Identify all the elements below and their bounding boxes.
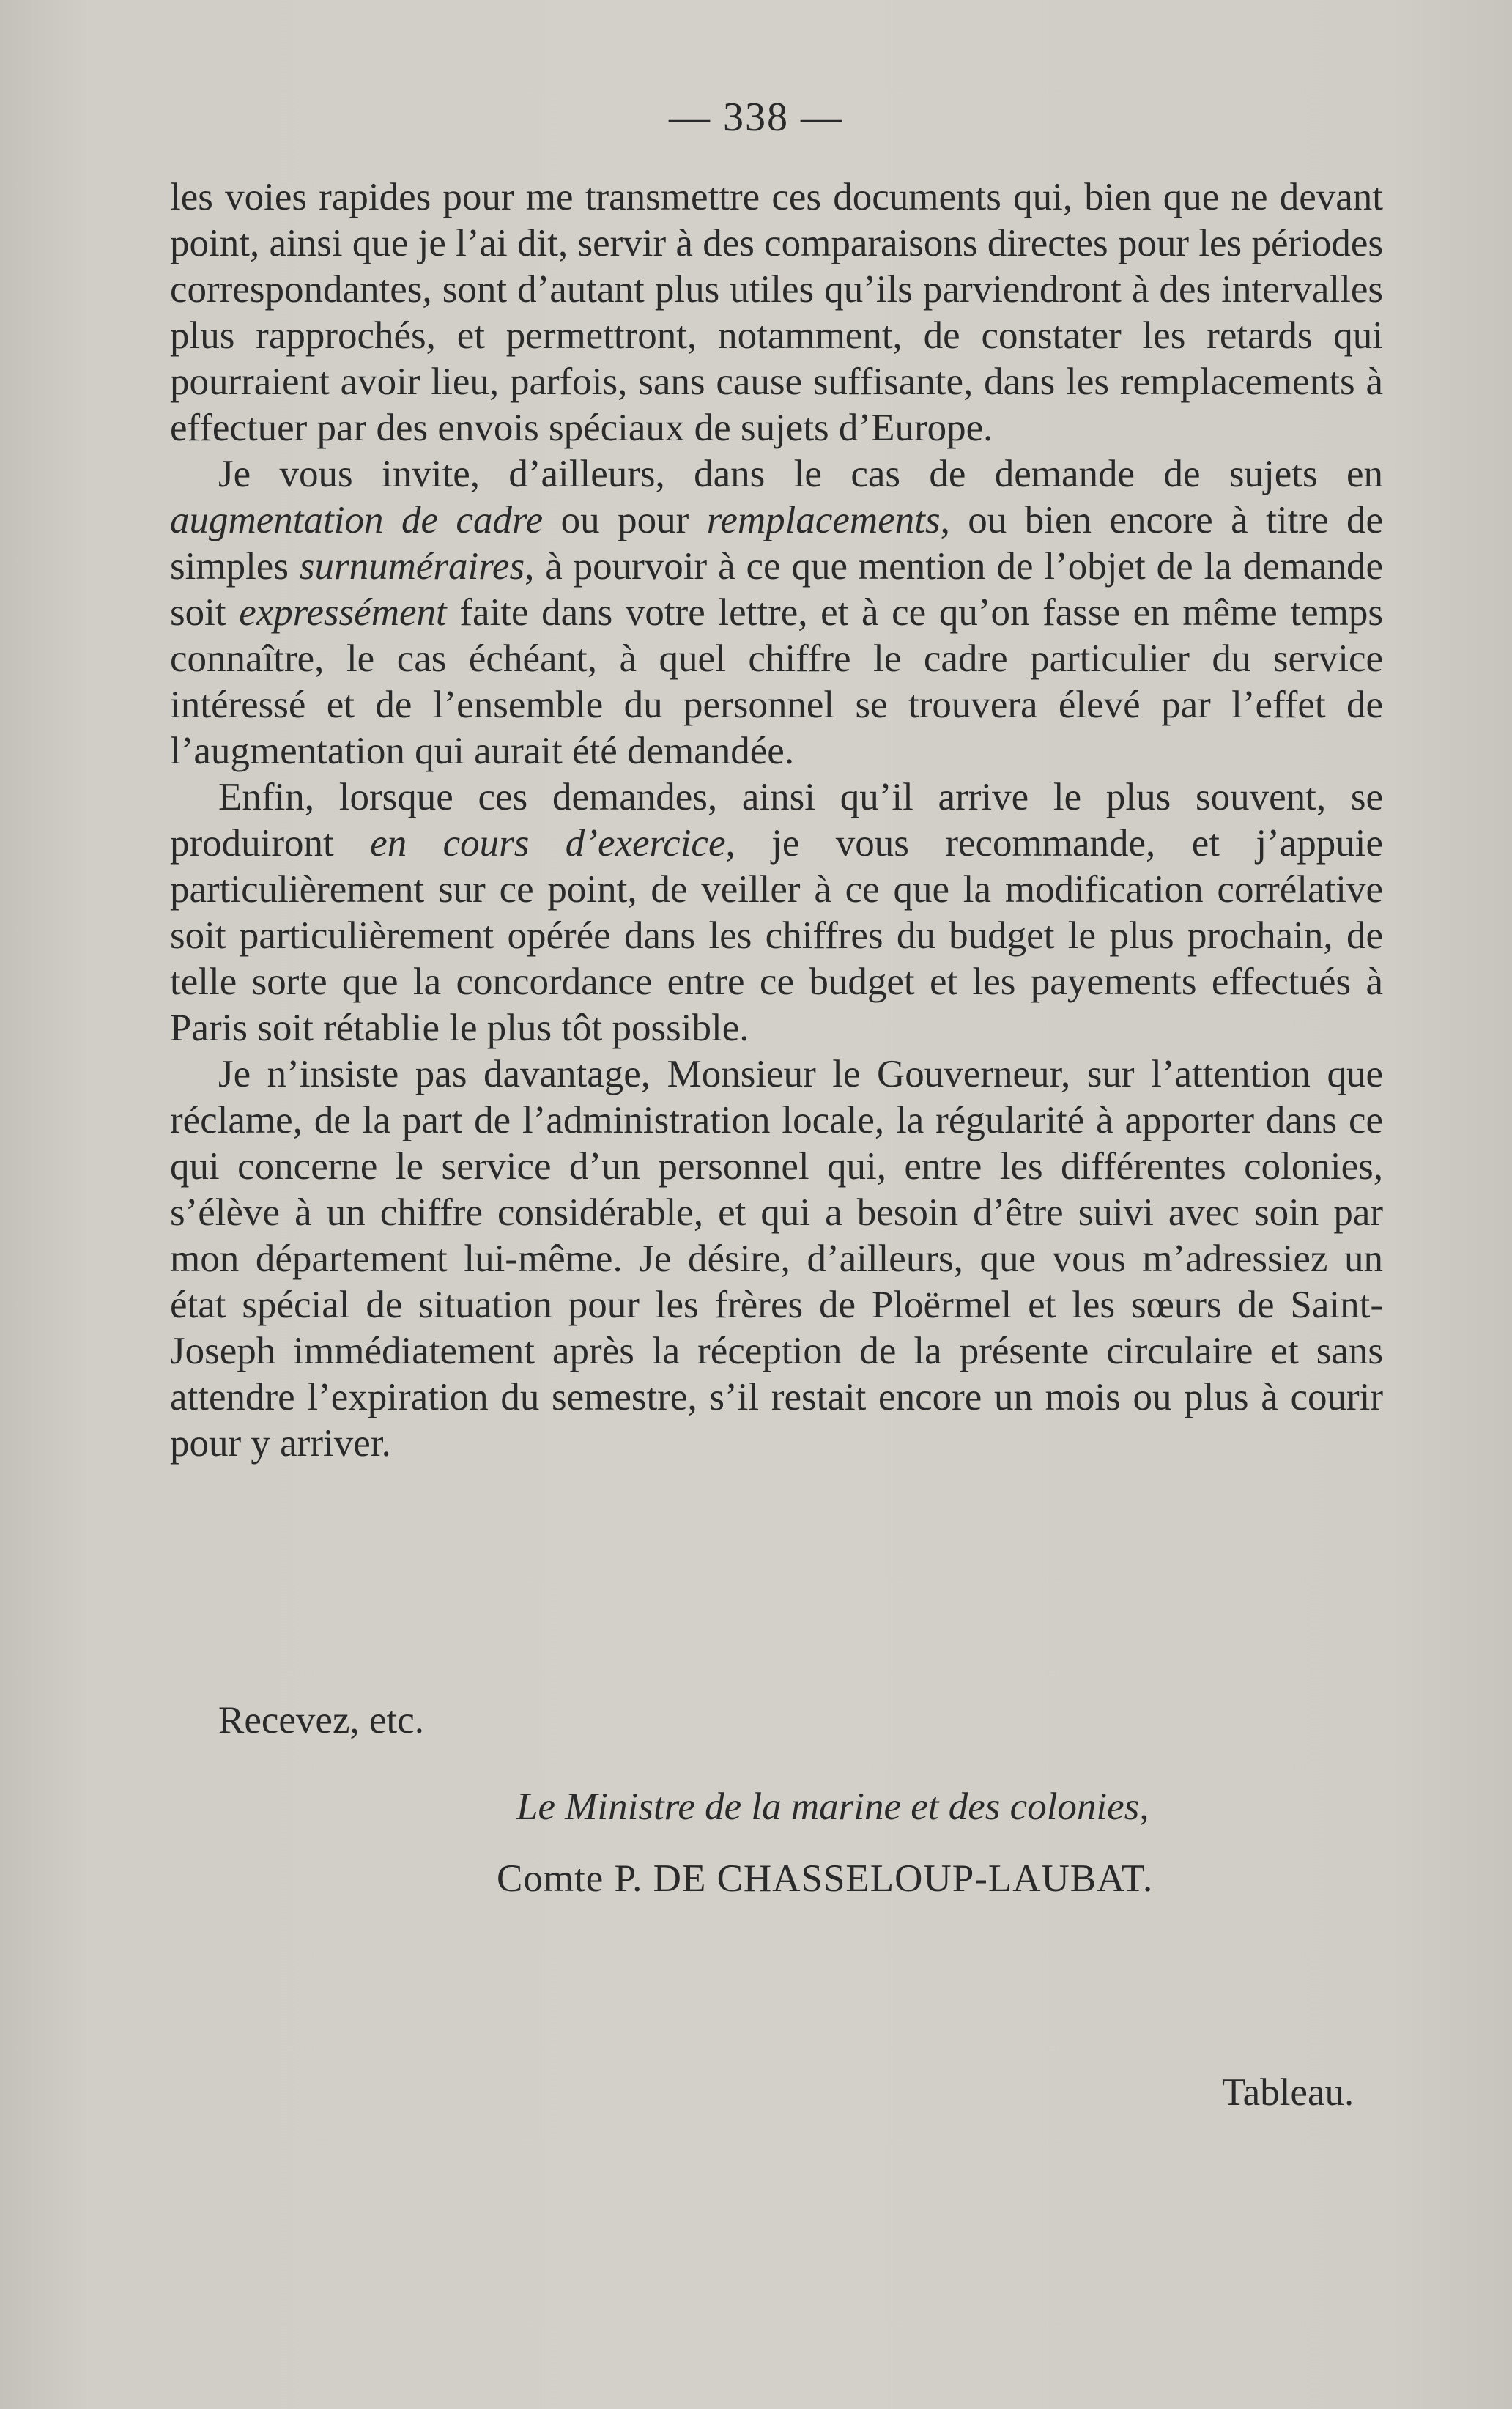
emphasis-augmentation: augmentation de cadre (170, 499, 544, 541)
paragraph-1: les voies rapides pour me transmettre ces documents qui, bien que ne devant point, ainsi que je l’ai dit, servir à des comparaisons directes pour les périodes correspondantes, sont d’autant plus utiles qu’ils parviendront à des intervalles plus rapprochés, et permettront, notamment, de constater les retards qui pourraient avoir lieu, parfois, sans cause suffisante, dans les remplacements à effectuer par des envois spéciaux de sujets d’Europe. (170, 176, 1383, 449)
emphasis-expressement: expressément (239, 591, 447, 634)
emphasis-en-cours: en cours d’exercice (370, 822, 726, 865)
catchword: Tableau. (1222, 2071, 1354, 2114)
body-text (170, 174, 1383, 1467)
signature-name: Comte P. DE CHASSELOUP-LAUBAT. (497, 1857, 1154, 1900)
signature-title: Le Ministre de la marine et des colonies, (516, 1786, 1149, 1828)
paragraph-3: Enfin, lorsque ces demandes, ainsi qu’il arrive le plus souvent, se produiront en cours d’exercice, je vous recommande, et j’appuie particulièrement sur ce point, de veiller à ce que la modification corrélative soit particulièrement opérée dans les chiffres du budget le plus prochain, de telle sorte que la concordance entre ce budget et les payements effectués à Paris soit rétablie le plus tôt possible. (170, 776, 1384, 1049)
emphasis-remplacements: remplacements (706, 499, 941, 541)
paragraph-2: Je vous invite, d’ailleurs, dans le cas de demande de sujets en augmentation de cadre ou pour remplacements, ou bien encore à titre de simples surnuméraires, à pourvoir à ce que mention de l’objet de la demande soit expressément faite dans votre lettre, et à ce qu’on fasse en même temps connaître, le cas échéant, à quel chiffre le cadre particulier du service intéressé et de l’ensemble du personnel se trouvera élevé par l’effet de l’augmentation qui aurait été demandée. (170, 453, 1384, 772)
paragraph-4: Je n’insiste pas davantage, Monsieur le Gouverneur, sur l’attention que réclame, de la part de l’administration locale, la régularité à apporter dans ce qui concerne le service d’un personnel qui, entre les différentes colonies, s’élève à un chiffre considérable, et qui a besoin d’être suivi avec soin par mon département lui-même. Je désire, d’ailleurs, que vous m’adressiez un état spécial de situation pour les frères de Ploërmel et les sœurs de Saint-Joseph immédiatement après la réception de la présente circulaire et sans attendre l’expiration du semestre, s’il restait encore un mois ou plus à courir pour y arriver. (170, 1053, 1383, 1465)
closing-formula: Recevez, etc. (218, 1699, 424, 1742)
page-number: — 338 — (669, 95, 843, 140)
emphasis-surnumeraires: surnuméraires (299, 545, 525, 588)
